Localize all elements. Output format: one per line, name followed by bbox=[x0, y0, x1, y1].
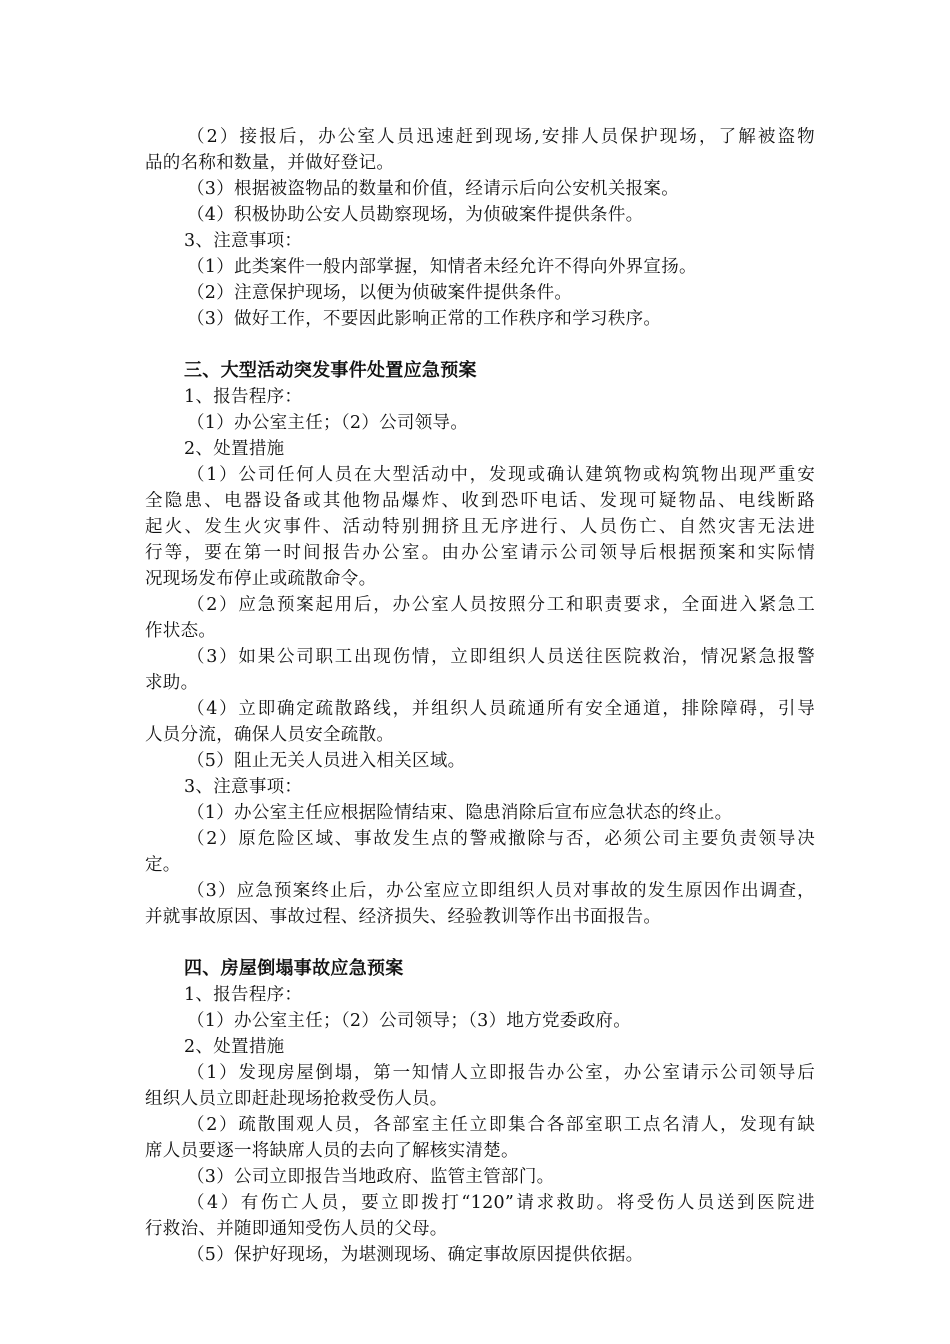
paragraph-line: （2）接报后，办公室人员迅速赶到现场,安排人员保护现场，了解被盗物 bbox=[187, 127, 815, 147]
paragraph-line: （1）办公室主任；（2）公司领导；（3）地方党委政府。 bbox=[187, 1011, 631, 1031]
paragraph-line: 定。 bbox=[145, 855, 181, 875]
paragraph-line: 行等，要在第一时间报告办公室。由办公室请示公司领导后根据预案和实际情 bbox=[145, 543, 815, 563]
paragraph-line: 求助。 bbox=[145, 673, 199, 693]
paragraph-line: 全隐患、电器设备或其他物品爆炸、收到恐吓电话、发现可疑物品、电线断路 bbox=[145, 491, 815, 511]
paragraph-line: 席人员要逐一将缺席人员的去向了解核实清楚。 bbox=[145, 1141, 519, 1161]
paragraph-line: （2）疏散围观人员，各部室主任立即集合各部室职工点名清人，发现有缺 bbox=[187, 1115, 815, 1135]
paragraph-line: 并就事故原因、事故过程、经济损失、经验教训等作出书面报告。 bbox=[145, 907, 662, 927]
subheading-measures: 2、处置措施 bbox=[184, 439, 285, 459]
paragraph-line: （3）根据被盗物品的数量和价值，经请示后向公安机关报案。 bbox=[187, 179, 680, 199]
paragraph-line: 品的名称和数量，并做好登记。 bbox=[145, 153, 395, 173]
paragraph-line: （3）做好工作，不要因此影响正常的工作秩序和学习秩序。 bbox=[187, 309, 662, 329]
paragraph-line: 人员分流，确保人员安全疏散。 bbox=[145, 725, 395, 745]
subheading-report: 1、报告程序： bbox=[184, 985, 303, 1005]
paragraph-line: （1）发现房屋倒塌，第一知情人立即报告办公室，办公室请示公司领导后 bbox=[187, 1063, 815, 1083]
paragraph-line: （1）办公室主任；（2）公司领导。 bbox=[187, 413, 469, 433]
paragraph-line: （3）应急预案终止后，办公室应立即组织人员对事故的发生原因作出调查， bbox=[187, 881, 815, 901]
section-gap bbox=[145, 930, 815, 956]
section-gap bbox=[145, 332, 815, 358]
subheading-notes: 3、注意事项： bbox=[184, 777, 303, 797]
paragraph-line: 组织人员立即赶赴现场抢救受伤人员。 bbox=[145, 1089, 448, 1109]
subheading-notes: 3、注意事项： bbox=[184, 231, 303, 251]
paragraph-line: （4）积极协助公安人员勘察现场，为侦破案件提供条件。 bbox=[187, 205, 644, 225]
paragraph-line: （5）阻止无关人员进入相关区域。 bbox=[187, 751, 466, 771]
section-title: 四、房屋倒塌事故应急预案 bbox=[184, 958, 404, 979]
paragraph-line: 起火、发生火灾事件、活动特别拥挤且无序进行、人员伤亡、自然灾害无法进 bbox=[145, 517, 815, 537]
paragraph-line: 行救治、并随即通知受伤人员的父母。 bbox=[145, 1219, 448, 1239]
paragraph-line: （3）公司立即报告当地政府、监管主管部门。 bbox=[187, 1167, 555, 1187]
paragraph-line: （5）保护好现场，为堪测现场、确定事故原因提供依据。 bbox=[187, 1245, 644, 1265]
paragraph-line: （1）公司任何人员在大型活动中，发现或确认建筑物或构筑物出现严重安 bbox=[187, 465, 815, 485]
paragraph-line: （4）立即确定疏散路线，并组织人员疏通所有安全通道，排除障碍，引导 bbox=[187, 699, 815, 719]
paragraph-line: （3）如果公司职工出现伤情，立即组织人员送往医院救治，情况紧急报警 bbox=[187, 647, 815, 667]
document-page bbox=[145, 124, 815, 1268]
paragraph-line: （2）注意保护现场，以便为侦破案件提供条件。 bbox=[187, 283, 573, 303]
subheading-measures: 2、处置措施 bbox=[184, 1037, 285, 1057]
paragraph-line: 作状态。 bbox=[145, 621, 217, 641]
paragraph-line: （1）此类案件一般内部掌握，知情者未经允许不得向外界宣扬。 bbox=[187, 257, 697, 277]
paragraph-line: 况现场发布停止或疏散命令。 bbox=[145, 569, 377, 589]
paragraph-line: （4）有伤亡人员，要立即拨打“120”请求救助。将受伤人员送到医院进 bbox=[187, 1193, 815, 1213]
paragraph-line: （2）应急预案起用后，办公室人员按照分工和职责要求，全面进入紧急工 bbox=[187, 595, 815, 615]
paragraph-line: （2）原危险区域、事故发生点的警戒撤除与否，必须公司主要负责领导决 bbox=[187, 829, 815, 849]
section-title: 三、大型活动突发事件处置应急预案 bbox=[184, 360, 477, 381]
paragraph-line: （1）办公室主任应根据险情结束、隐患消除后宣布应急状态的终止。 bbox=[187, 803, 733, 823]
subheading-report: 1、报告程序： bbox=[184, 387, 303, 407]
